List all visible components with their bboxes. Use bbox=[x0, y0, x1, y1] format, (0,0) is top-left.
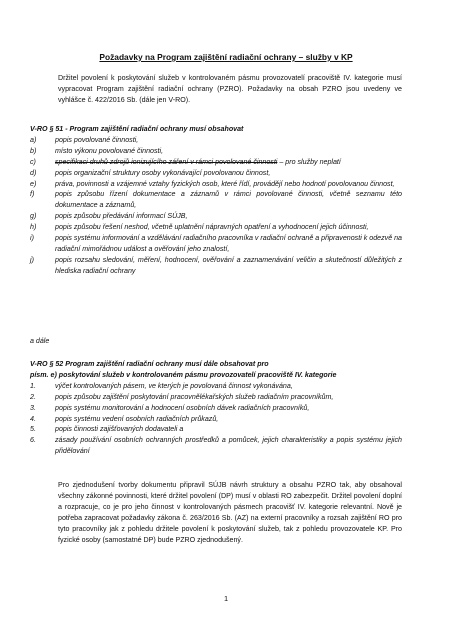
section-52 bbox=[30, 359, 402, 457]
closing-paragraph: Pro zjednodušení tvorby dokumentu připravil SÚJB návrh struktury a obsahu PZRO tak, aby obsahoval všechny zákonné povinnosti, které držitel povolení (DP) musí v oblasti RO zabezpečit. Držitel povolení doplní a rozpracuje, co je pro jeho činnost v kontrolovaných pásmech pracovišť IV. kategorie relevantní. Nově je potřeba zapracovat požadavky zákona č. 263/2016 Sb. (AZ) na externí pracovníky a rozsah zajištění RO pro tyto pracovníky jak z pohledu držitele povolení k poskytování služeb, tak z pohledu provozovatele KP. Pro fyzické osoby (samostatné DP) bude PZRO zjednodušený. bbox=[58, 481, 402, 544]
struck-text: specifikaci druhů zdrojů ionizujícího záření v rámci povolované činnosti bbox=[55, 157, 278, 166]
list-item: i) popis systému informování a vzdělávání radiačního pracovníka v radiační ochraně a připravenosti k odezvě na radiační mimořádnou událost a ověřování jeho znalostí, bbox=[30, 234, 402, 253]
list-item: j) popis rozsahu sledování, měření, hodnocení, ověřování a zaznamenávání veličin a skutečností důležitých z hlediska radiační ochrany bbox=[30, 255, 402, 275]
list-item: h) popis způsobu řešení neshod, včetně uplatnění nápravných opatření a vyhodnocení jejich účinnosti, bbox=[30, 223, 369, 232]
section-51 bbox=[30, 124, 402, 277]
list-item: a) popis povolované činnosti, bbox=[30, 135, 139, 144]
list-item: 2. popis způsobu zajištění poskytování pracovnělékařských služeb radiačním pracovníkům, bbox=[30, 392, 334, 401]
list-item: 1. výčet kontrolovaných pásem, ve kterých je povolovaná činnost vykonávána, bbox=[30, 381, 293, 390]
list-item: b) místo výkonu povolované činnosti, bbox=[30, 146, 164, 155]
section-52-heading: V-RO § 52 Program zajištění radiační ochrany musí dále obsahovat pro bbox=[30, 360, 269, 368]
list-item: 6. zásady používání osobních ochranných prostředků a pomůcek, jejich charakteristiky a popis systému jejich přidělování bbox=[30, 436, 402, 456]
section-52-subheading: písm. e) poskytování služeb v kontrolovaném pásmu provozovatelí pracoviště IV. kategorie bbox=[30, 370, 337, 379]
a-dale-text: a dále bbox=[30, 337, 50, 345]
list-item: 5. popis činnosti zajišťovaných dodavateli a bbox=[30, 425, 184, 434]
list-item: c) specifikaci druhů zdrojů ionizujícího záření v rámci povolované činnosti – pro služby neplatí bbox=[30, 157, 341, 166]
page-number: 1 bbox=[223, 594, 229, 603]
list-item: 3. popis systému monitorování a hodnocení osobních dávek radiačních pracovníků, bbox=[30, 403, 310, 412]
list-item: d) popis organizační struktury osoby vykonávající povolovanou činnost, bbox=[30, 168, 271, 177]
list-item: e) práva, povinnosti a vzájemné vztahy fyzických osob, které řídí, provádějí nebo hodnotí povolovanou činnost, bbox=[30, 179, 395, 188]
list-item: g) popis způsobu předávání informací SÚJB, bbox=[30, 212, 188, 221]
list-item: 4. popis systému vedení osobních radiačních průkazů, bbox=[30, 414, 219, 423]
section-51-heading: V-RO § 51 - Program zajištění radiační ochrany musí obsahovat bbox=[30, 125, 244, 133]
list-item: f) popis způsobu řízení dokumentace a záznamů v rámci povolované činnosti, včetně seznamu této dokumentace a záznamů, bbox=[30, 190, 402, 210]
section-51-list bbox=[30, 135, 402, 277]
document-title: Požadavky na Program zajištění radiační ochrany – služby v KP bbox=[99, 52, 353, 62]
section-52-list bbox=[30, 381, 402, 457]
intro-paragraph: Držitel povolení k poskytování služeb v kontrolovaném pásmu provozovatelí pracoviště IV. kategorie musí vypracovat Program zajištění radiační ochrany (PZRO). Požadavky na obsah PZRO jsou uvedeny ve vyhlášce č. 422/2016 Sb. (dále jen V-RO). bbox=[58, 74, 402, 104]
